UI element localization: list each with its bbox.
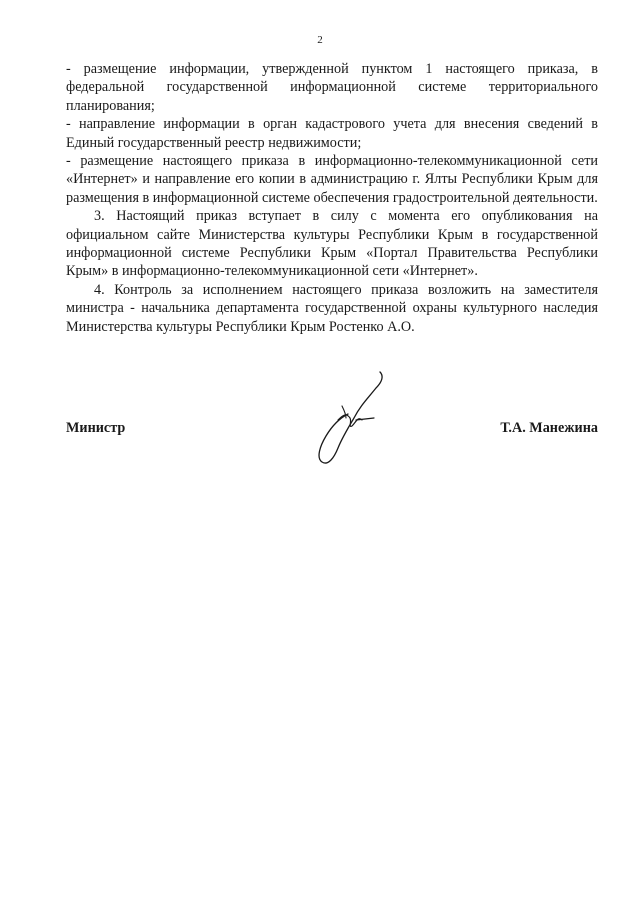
paragraph-cadastral-direction: - направление информации в орган кадастрового учета для внесения сведений в Единый государственный реестр недвижимости;: [66, 116, 598, 151]
paragraph-control: 4. Контроль за исполнением настоящего приказа возложить на заместителя министра - начальника департамента государственной охраны культурного наследия Министерства культуры Республики Крым Ростенко А.О.: [66, 281, 598, 335]
handwritten-signature: [312, 366, 392, 476]
signer-name: Т.А. Манежина: [500, 420, 598, 436]
document-body: [66, 60, 598, 336]
paragraph-placement-fgis: - размещение информации, утвержденной пунктом 1 настоящего приказа, в федеральной государственной информационной системе территориального планирования;: [66, 61, 598, 114]
paragraph-effective-date: 3. Настоящий приказ вступает в силу с момента его опубликования на официальном сайте Министерства культуры Республики Крым в государственной информационной системе Республики Крым «Портал Правительства Республики Крым» в информационно-телекоммуникационной сети «Интернет».: [66, 208, 598, 280]
page-number: 2: [317, 34, 323, 46]
paragraph-internet-publication: - размещение настоящего приказа в информационно-телекоммуникационной сети «Интернет» и направление его копии в администрацию г. Ялты Республики Крым для размещения в информационной системе обеспечения градостроительной деятельности.: [66, 153, 598, 206]
signer-position: Министр: [66, 420, 126, 436]
